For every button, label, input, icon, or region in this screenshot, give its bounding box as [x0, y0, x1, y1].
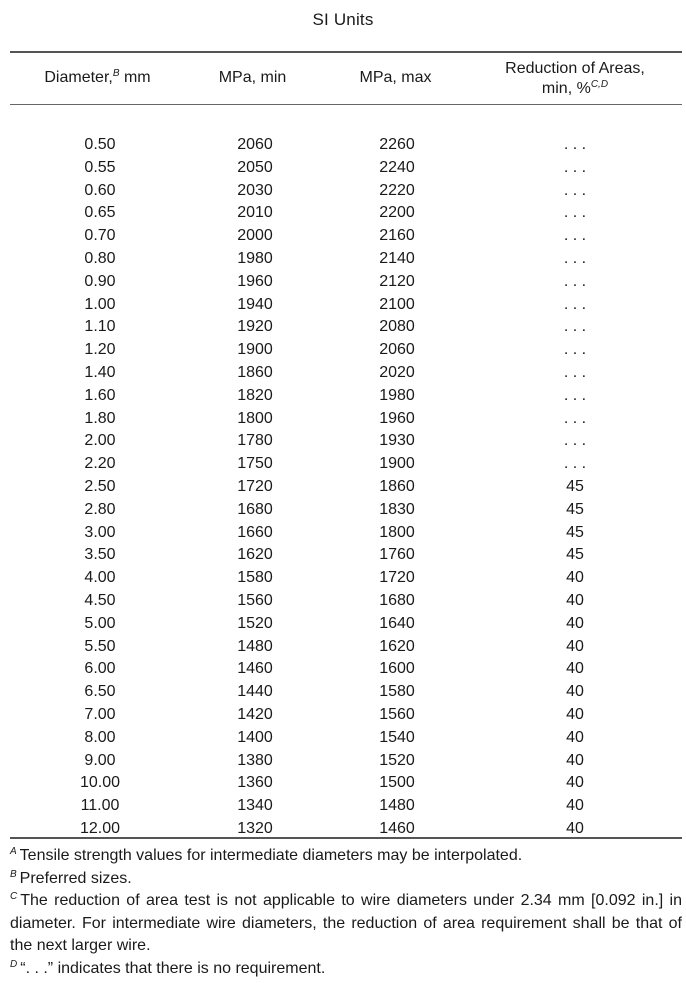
cell-mpa-min: 1580 — [237, 569, 273, 587]
cell-mpa-min: 1420 — [237, 705, 273, 723]
cell-mpa-min: 1940 — [237, 295, 273, 313]
header-reduction-of-areas — [470, 59, 680, 99]
cell-diameter: 11.00 — [80, 797, 120, 815]
cell-mpa-min: 2010 — [237, 204, 273, 222]
cell-mpa-max: 1980 — [379, 386, 415, 404]
cell-reduction: 40 — [566, 774, 584, 792]
cell-mpa-max: 2240 — [379, 158, 415, 176]
table-title: SI Units — [312, 10, 374, 29]
table-row — [0, 614, 686, 637]
cell-diameter: 4.00 — [84, 569, 116, 587]
cell-mpa-max: 2080 — [379, 318, 415, 336]
cell-reduction: 40 — [566, 591, 584, 609]
cell-mpa-max: 1480 — [379, 797, 415, 815]
cell-reduction: 45 — [566, 500, 584, 518]
header-diameter-unit: mm — [123, 69, 151, 86]
cell-reduction: . . . — [563, 181, 587, 199]
cell-diameter: 0.55 — [84, 158, 116, 176]
cell-mpa-max: 2140 — [379, 249, 415, 267]
table-row — [0, 751, 686, 774]
table-row — [0, 317, 686, 340]
cell-reduction: . . . — [563, 204, 587, 222]
cell-mpa-max: 1620 — [379, 637, 415, 655]
table-row — [0, 226, 686, 249]
table-row — [0, 363, 686, 386]
cell-mpa-min: 2050 — [237, 158, 273, 176]
table-row — [0, 773, 686, 796]
footnote-text: “. . .” indicates that there is no requirement. — [20, 959, 326, 977]
header-diameter-label: Diameter, — [44, 69, 113, 86]
header-reduction-line2-text: min, % — [541, 80, 591, 97]
table-row — [0, 477, 686, 500]
footnote-text: Preferred sizes. — [19, 869, 132, 887]
cell-mpa-max: 1930 — [379, 432, 415, 450]
table-row — [0, 431, 686, 454]
cell-mpa-max: 1900 — [379, 455, 415, 473]
table-row — [0, 659, 686, 682]
cell-mpa-max: 1540 — [379, 728, 415, 746]
cell-reduction: . . . — [563, 386, 587, 404]
cell-diameter: 6.50 — [84, 683, 116, 701]
cell-mpa-min: 1360 — [237, 774, 273, 792]
cell-mpa-max: 1580 — [379, 683, 415, 701]
cell-diameter: 1.20 — [84, 341, 116, 359]
cell-mpa-min: 1750 — [237, 455, 273, 473]
cell-mpa-max: 1860 — [379, 477, 415, 495]
cell-mpa-min: 2060 — [237, 136, 273, 153]
cell-reduction: 40 — [566, 751, 584, 769]
cell-reduction: . . . — [563, 455, 587, 473]
header-rule — [10, 104, 682, 105]
table-row — [0, 454, 686, 477]
cell-mpa-min: 1780 — [237, 432, 273, 450]
cell-mpa-max: 2200 — [379, 204, 415, 222]
cell-mpa-max: 2100 — [379, 295, 415, 313]
cell-reduction: 40 — [566, 614, 584, 632]
header-reduction-footnote-marks: C,D — [590, 79, 609, 90]
cell-mpa-max: 1830 — [379, 500, 415, 518]
cell-diameter: 8.00 — [84, 728, 116, 746]
footnote-mark: B — [10, 868, 17, 880]
table-row — [0, 682, 686, 705]
cell-reduction: . . . — [563, 341, 587, 359]
cell-diameter: 1.80 — [84, 409, 116, 427]
cell-diameter: 4.50 — [84, 591, 116, 609]
cell-reduction: 45 — [566, 546, 584, 564]
footnote-mark: C — [10, 891, 18, 902]
cell-reduction: . . . — [563, 318, 587, 336]
cell-diameter: 3.00 — [84, 523, 116, 541]
cell-mpa-min: 1480 — [237, 637, 273, 655]
cell-diameter: 0.70 — [84, 227, 116, 245]
cell-mpa-max: 1460 — [379, 819, 415, 837]
table-row — [0, 135, 686, 158]
cell-diameter: 3.50 — [84, 546, 116, 564]
cell-diameter: 2.50 — [84, 477, 116, 495]
header-mpa-min: MPa, min — [218, 69, 287, 86]
cell-mpa-min: 1460 — [237, 660, 273, 678]
cell-mpa-max: 2160 — [379, 227, 415, 245]
cell-mpa-max: 2220 — [379, 181, 415, 199]
table-body — [0, 135, 686, 842]
table-row — [0, 500, 686, 523]
cell-mpa-min: 1340 — [237, 797, 273, 815]
cell-mpa-max: 2260 — [379, 136, 415, 153]
cell-reduction: . . . — [563, 227, 587, 245]
cell-mpa-max: 1720 — [379, 569, 415, 587]
cell-mpa-min: 1660 — [237, 523, 273, 541]
cell-diameter: 0.50 — [84, 136, 116, 153]
cell-diameter: 0.80 — [84, 249, 116, 267]
cell-mpa-max: 2060 — [379, 341, 415, 359]
cell-diameter: 1.00 — [84, 295, 116, 313]
cell-mpa-max: 2120 — [379, 272, 415, 290]
table-row — [0, 272, 686, 295]
cell-mpa-min: 1440 — [237, 683, 273, 701]
cell-mpa-min: 1560 — [237, 591, 273, 609]
cell-mpa-min: 1920 — [237, 318, 273, 336]
cell-reduction: 40 — [566, 660, 584, 678]
table-row — [0, 545, 686, 568]
cell-mpa-min: 1320 — [237, 819, 273, 837]
cell-reduction: . . . — [563, 158, 587, 176]
cell-diameter: 1.60 — [84, 386, 116, 404]
table-row — [0, 705, 686, 728]
table-row — [0, 568, 686, 591]
cell-mpa-min: 1900 — [237, 341, 273, 359]
cell-mpa-min: 2030 — [237, 181, 273, 199]
cell-mpa-max: 1760 — [379, 546, 415, 564]
cell-reduction: . . . — [563, 272, 587, 290]
footnote — [10, 958, 682, 981]
footnote-text: Tensile strength values for intermediate diameters may be interpolated. — [19, 847, 523, 864]
cell-reduction: 40 — [566, 705, 584, 723]
header-diameter — [20, 68, 175, 88]
cell-reduction: . . . — [563, 249, 587, 267]
table-top-rule — [10, 51, 682, 53]
footnote — [10, 890, 682, 958]
cell-reduction: . . . — [563, 409, 587, 427]
cell-diameter: 2.00 — [84, 432, 116, 450]
footnote-mark: A — [10, 846, 17, 857]
cell-diameter: 10.00 — [79, 774, 121, 792]
cell-mpa-min: 1720 — [237, 477, 273, 495]
cell-diameter: 1.10 — [84, 318, 116, 336]
table-bottom-rule — [10, 837, 682, 839]
cell-diameter: 5.50 — [84, 637, 116, 655]
table-row — [0, 386, 686, 409]
table-row — [0, 409, 686, 432]
cell-mpa-min: 1380 — [237, 751, 273, 769]
cell-diameter: 7.00 — [84, 705, 116, 723]
cell-reduction: . . . — [563, 363, 587, 381]
header-reduction-line1: Reduction of Areas, — [505, 60, 645, 77]
footnote-text: The reduction of area test is not applicable to wire diameters under 2.34 mm [0.092 in.] in diameter. For intermediate wire diameters, the reduction of area requirement shall be that of the next larger wire. — [10, 892, 682, 954]
cell-reduction: 45 — [566, 477, 584, 495]
cell-reduction: . . . — [563, 295, 587, 313]
table-row — [0, 340, 686, 363]
footnote-mark: D — [10, 958, 18, 970]
cell-mpa-min: 1980 — [237, 249, 273, 267]
cell-reduction: 40 — [566, 797, 584, 815]
cell-mpa-min: 1960 — [237, 272, 273, 290]
cell-diameter: 2.80 — [84, 500, 116, 518]
header-reduction-line2 — [470, 79, 680, 99]
cell-mpa-min: 1820 — [237, 386, 273, 404]
cell-mpa-max: 1560 — [379, 705, 415, 723]
table-row — [0, 637, 686, 660]
table-row — [0, 728, 686, 751]
cell-diameter: 0.60 — [84, 181, 116, 199]
cell-mpa-min: 2000 — [237, 227, 273, 245]
header-mpa-max: MPa, max — [359, 69, 432, 86]
header-diameter-footnote-mark: B — [112, 68, 120, 79]
cell-mpa-min: 1520 — [237, 614, 273, 632]
footnotes — [10, 845, 682, 980]
table-row — [0, 158, 686, 181]
table-row — [0, 523, 686, 546]
cell-mpa-max: 1800 — [379, 523, 415, 541]
cell-reduction: 45 — [566, 523, 584, 541]
cell-mpa-min: 1620 — [237, 546, 273, 564]
cell-mpa-max: 1640 — [379, 614, 415, 632]
cell-diameter: 0.65 — [84, 204, 116, 222]
cell-reduction: 40 — [566, 683, 584, 701]
cell-mpa-min: 1400 — [237, 728, 273, 746]
cell-mpa-min: 1680 — [237, 500, 273, 518]
cell-diameter: 12.00 — [79, 819, 121, 837]
cell-mpa-max: 1500 — [379, 774, 415, 792]
footnote — [10, 845, 682, 868]
table-row — [0, 796, 686, 819]
cell-diameter: 9.00 — [84, 751, 116, 769]
cell-diameter: 6.00 — [84, 660, 116, 678]
cell-diameter: 0.90 — [84, 272, 116, 290]
table-row — [0, 591, 686, 614]
cell-reduction: 40 — [566, 569, 584, 587]
cell-reduction: 40 — [566, 728, 584, 746]
cell-mpa-max: 1960 — [379, 409, 415, 427]
cell-mpa-max: 1520 — [379, 751, 415, 769]
cell-reduction: 40 — [566, 819, 584, 837]
footnote — [10, 868, 682, 891]
cell-diameter: 2.20 — [84, 455, 116, 473]
cell-diameter: 5.00 — [84, 614, 116, 632]
cell-reduction: . . . — [563, 136, 587, 153]
table-row — [0, 249, 686, 272]
cell-mpa-max: 2020 — [379, 363, 415, 381]
table-row — [0, 295, 686, 318]
cell-reduction: . . . — [563, 432, 587, 450]
cell-mpa-min: 1860 — [237, 363, 273, 381]
cell-mpa-max: 1680 — [379, 591, 415, 609]
table-row — [0, 181, 686, 204]
cell-diameter: 1.40 — [84, 363, 116, 381]
cell-mpa-max: 1600 — [379, 660, 415, 678]
cell-reduction: 40 — [566, 637, 584, 655]
cell-mpa-min: 1800 — [237, 409, 273, 427]
table-row — [0, 203, 686, 226]
